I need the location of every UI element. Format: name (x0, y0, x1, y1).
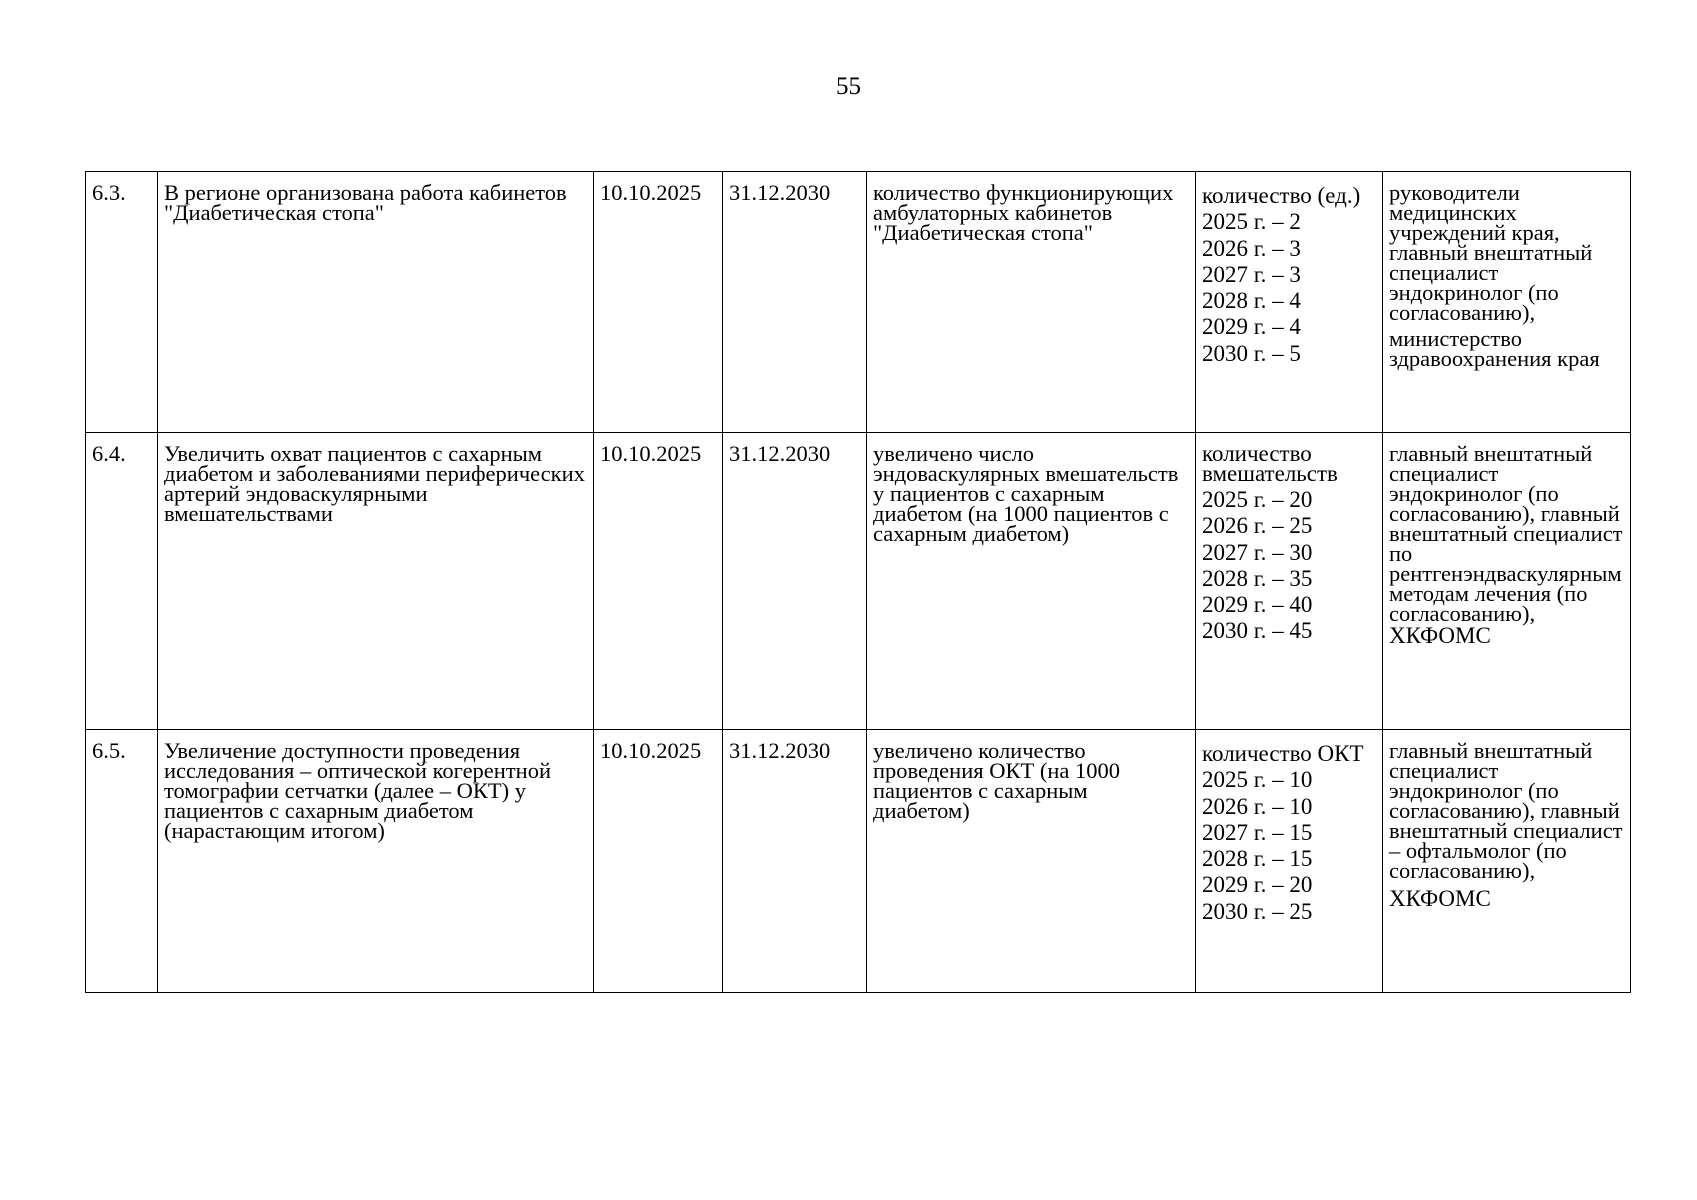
cell-target-values (1196, 730, 1383, 993)
cell-result: количество функционирующих амбулаторных кабинетов "Диабетическая стопа" (867, 172, 1196, 433)
target-header: количество вмешательств (1202, 441, 1338, 486)
cell-start-date: 10.10.2025 (594, 730, 723, 993)
target-header: количество (ед.) (1202, 183, 1361, 208)
cell-start-date: 10.10.2025 (594, 172, 723, 433)
target-value: 2028 г. – 15 (1202, 846, 1313, 872)
cell-number: 6.4. (86, 433, 158, 730)
table-row (86, 730, 1631, 993)
cell-responsible (1383, 730, 1631, 993)
table-row (86, 433, 1631, 730)
cell-responsible (1383, 433, 1631, 730)
cell-end-date: 31.12.2030 (723, 433, 867, 730)
target-value: 2028 г. – 4 (1202, 288, 1301, 314)
responsible-text: ХКФОМС (1389, 623, 1491, 648)
responsible-text: ХКФОМС (1389, 886, 1491, 911)
target-value: 2030 г. – 45 (1202, 618, 1313, 644)
cell-measure-name: Увеличение доступности проведения исследования – оптической когерентной томографии сетчатки (далее – ОКТ) у пациентов с сахарным диабетом (нарастающим итогом) (158, 730, 594, 993)
cell-end-date: 31.12.2030 (723, 172, 867, 433)
target-value: 2025 г. – 2 (1202, 209, 1301, 235)
table-row (86, 172, 1631, 433)
target-value: 2029 г. – 40 (1202, 592, 1313, 618)
cell-result: увеличено число эндоваскулярных вмешательств у пациентов с сахарным диабетом (на 1000 пациентов с сахарным диабетом) (867, 433, 1196, 730)
cell-responsible (1383, 172, 1631, 433)
target-value: 2027 г. – 3 (1202, 261, 1301, 287)
target-value: 2027 г. – 30 (1202, 539, 1313, 565)
responsible-text: руководители медицинских учреждений края, главный внештатный специалист эндокринолог (по согласованию), (1389, 180, 1593, 325)
cell-measure-name: В регионе организована работа кабинетов "Диабетическая стопа" (158, 172, 594, 433)
target-value: 2027 г. – 15 (1202, 819, 1313, 845)
target-value: 2028 г. – 35 (1202, 565, 1313, 591)
responsible-text: главный внештатный специалист эндокринолог (по согласованию), главный внештатный специалист по рентгенэндваскулярным методам лечения (по согласованию), (1389, 441, 1623, 626)
target-value: 2026 г. – 3 (1202, 235, 1301, 261)
target-value: 2025 г. – 10 (1202, 767, 1313, 793)
responsible-text: главный внештатный специалист эндокринолог (по согласованию), главный внештатный специалист – офтальмолог (по согласованию), (1389, 738, 1623, 883)
cell-target-values (1196, 172, 1383, 433)
cell-start-date: 10.10.2025 (594, 433, 723, 730)
responsible-text: министерство здравоохранения края (1389, 326, 1600, 371)
cell-measure-name: Увеличить охват пациентов с сахарным диабетом и заболеваниями периферических артерий эндоваскулярными вмешательствами (158, 433, 594, 730)
target-value: 2029 г. – 20 (1202, 872, 1313, 898)
measures-table (85, 171, 1631, 993)
target-value: 2026 г. – 25 (1202, 513, 1313, 539)
target-value: 2026 г. – 10 (1202, 793, 1313, 819)
target-value: 2030 г. – 25 (1202, 898, 1313, 924)
target-header: количество ОКТ (1202, 741, 1364, 766)
target-value: 2029 г. – 4 (1202, 314, 1301, 340)
page-number: 55 (836, 73, 861, 100)
target-value: 2030 г. – 5 (1202, 340, 1301, 366)
cell-number: 6.3. (86, 172, 158, 433)
cell-end-date: 31.12.2030 (723, 730, 867, 993)
target-value: 2025 г. – 20 (1202, 487, 1313, 512)
cell-target-values (1196, 433, 1383, 730)
cell-result: увеличено количество проведения ОКТ (на 1000 пациентов с сахарным диабетом) (867, 730, 1196, 993)
cell-number: 6.5. (86, 730, 158, 993)
